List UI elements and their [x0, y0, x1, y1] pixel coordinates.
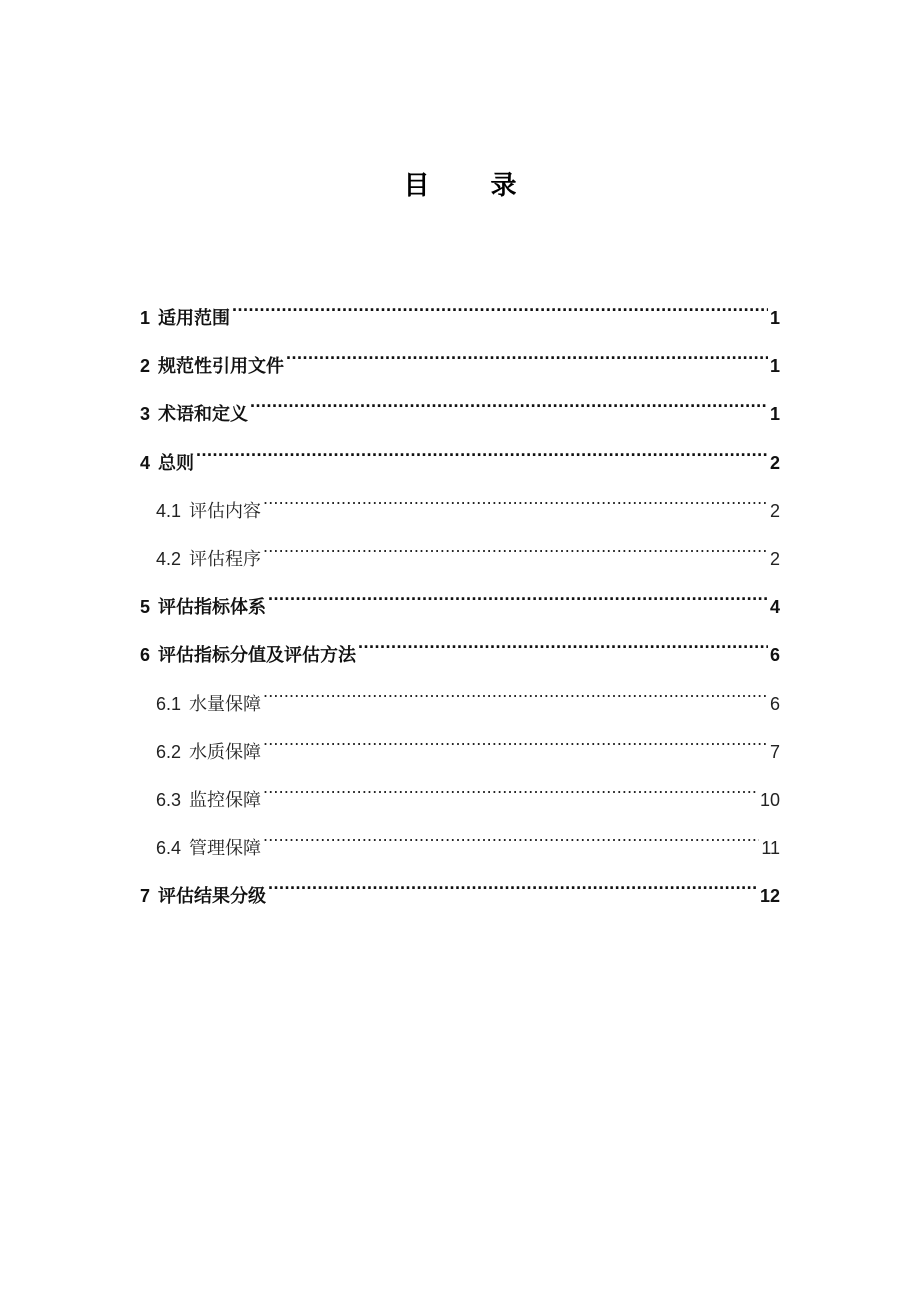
toc-entry-label: 评估结果分级 — [158, 886, 267, 908]
toc-dot-leader — [268, 864, 758, 902]
toc-entry-page: 1 — [769, 308, 780, 328]
toc-entry-4-2[interactable] — [140, 527, 780, 575]
toc-entry-number: 6.3 — [156, 789, 182, 810]
toc-entry-6[interactable] — [140, 623, 780, 671]
toc-dot-leader — [263, 527, 768, 565]
toc-entry-number: 6 — [140, 645, 151, 666]
toc-entry-number: 7 — [140, 886, 151, 907]
toc-entry-page: 12 — [759, 886, 780, 907]
toc-entry-page: 2 — [769, 452, 780, 473]
toc-entry-number: 2 — [140, 356, 151, 377]
toc-entry-page: 4 — [769, 597, 780, 618]
toc-dot-leader — [263, 816, 759, 854]
toc-entry-number: 6.1 — [156, 693, 182, 714]
toc-entry-label: 水量保障 — [189, 693, 262, 715]
toc-dot-leader — [232, 286, 768, 324]
toc-entry-6-3[interactable] — [140, 768, 780, 816]
toc-dot-leader — [286, 334, 768, 372]
toc-entry-6-2[interactable] — [140, 720, 780, 768]
toc-entry-page: 1 — [769, 404, 780, 425]
toc-entry-number: 4 — [140, 452, 151, 473]
toc-entry-page: 2 — [769, 500, 780, 521]
toc-entry-number: 5 — [140, 597, 151, 618]
toc-dot-leader — [196, 431, 768, 469]
toc-dot-leader — [358, 623, 768, 661]
toc-entry-2[interactable] — [140, 334, 780, 382]
toc-title: 目 录 — [403, 171, 543, 201]
toc-entry-label: 规范性引用文件 — [158, 356, 285, 378]
toc-entry-page: 2 — [769, 548, 780, 569]
toc-entry-label: 术语和定义 — [158, 404, 249, 426]
toc-dot-leader — [263, 479, 768, 517]
toc-entry-number: 6.2 — [156, 741, 182, 762]
toc-entry-page: 7 — [769, 741, 780, 762]
toc-entry-number: 3 — [140, 404, 151, 425]
toc-dot-leader — [250, 382, 768, 420]
toc-entry-5[interactable] — [140, 575, 780, 623]
toc-entry-page: 10 — [759, 789, 780, 810]
toc-entry-number: 1 — [140, 308, 151, 328]
toc-dot-leader — [263, 672, 768, 710]
toc-dot-leader — [268, 575, 768, 613]
toc-entry-label: 评估指标体系 — [158, 597, 267, 619]
toc-entry-page: 11 — [761, 838, 780, 859]
toc-entry-label: 评估内容 — [189, 500, 262, 522]
toc-entry-label: 水质保障 — [189, 741, 262, 763]
toc-list — [140, 286, 780, 912]
toc-entry-6-1[interactable] — [140, 672, 780, 720]
toc-entry-page: 6 — [769, 645, 780, 666]
toc-entry-1[interactable] — [140, 286, 780, 334]
toc-entry-label: 总则 — [158, 452, 195, 474]
toc-entry-4[interactable] — [140, 431, 780, 479]
toc-entry-label: 监控保障 — [189, 789, 262, 811]
toc-entry-label: 管理保障 — [189, 838, 262, 860]
toc-entry-number: 6.4 — [156, 838, 182, 859]
toc-entry-7[interactable] — [140, 864, 780, 912]
toc-dot-leader — [263, 768, 758, 806]
toc-entry-4-1[interactable] — [140, 479, 780, 527]
toc-entry-number: 4.1 — [156, 500, 182, 521]
toc-entry-label: 适用范围 — [158, 308, 231, 329]
toc-dot-leader — [263, 720, 768, 758]
toc-entry-3[interactable] — [140, 382, 780, 430]
toc-entry-label: 评估程序 — [189, 548, 262, 570]
toc-entry-label: 评估指标分值及评估方法 — [158, 645, 357, 667]
toc-entry-page: 6 — [769, 693, 780, 714]
toc-entry-page: 1 — [769, 356, 780, 377]
toc-entry-number: 4.2 — [156, 548, 182, 569]
toc-entry-6-4[interactable] — [140, 816, 780, 864]
